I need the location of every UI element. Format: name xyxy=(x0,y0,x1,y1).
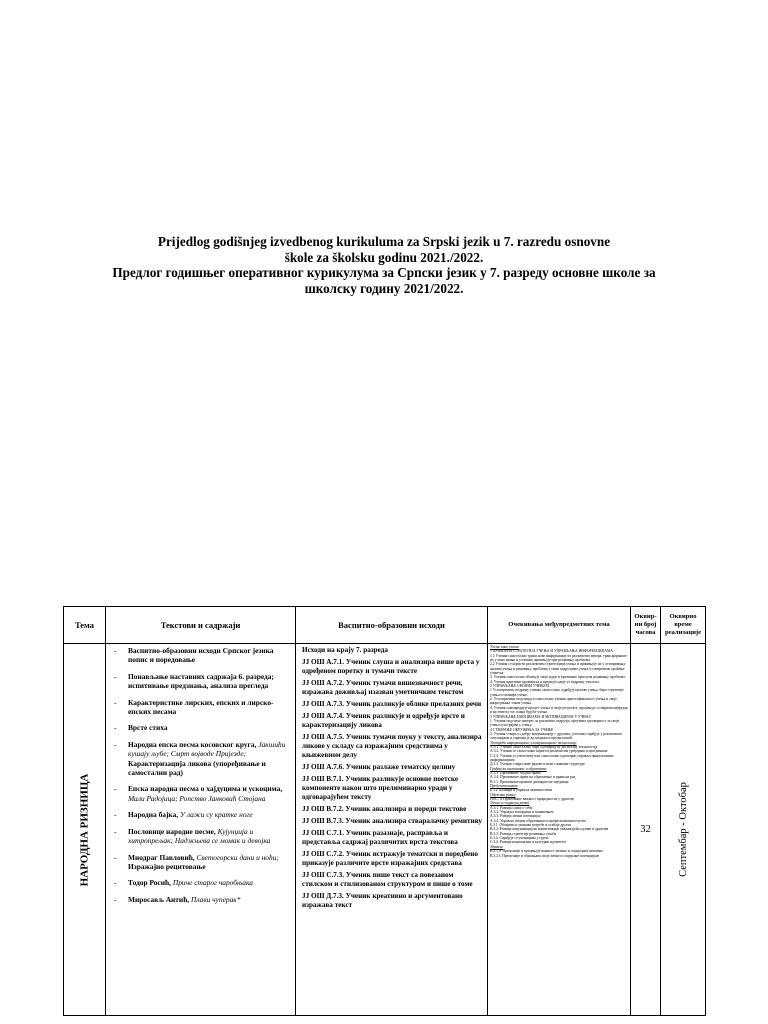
correlation-item: А.3.3. Развија лични потенцијал xyxy=(490,814,541,819)
correlation-item: Б.3.4. Сарађује са ученицима у групи xyxy=(490,836,549,841)
correlation-heading: Употреба информационе и комуникационе технологије xyxy=(490,740,577,745)
text-part-b: Карактеристике лирских, епских и лирско-епских песама xyxy=(128,697,274,717)
correlation-item: 2. Уз повремени подстицај и самостално ученик прати ефикасност учења и своје напредовање током учења. xyxy=(490,697,617,706)
text-part-i: Јакшићи кушају љубе; Смрт војводе Пријезде; xyxy=(128,739,286,759)
correlation-item: С.3.4. Ученик уз учитељеву или самостално одговорно управља прикупљеним информацијама xyxy=(490,753,614,762)
correlation-item: В.3.1. Промовише правила демократске заједнице xyxy=(490,779,569,784)
list-item xyxy=(112,698,292,717)
document-title xyxy=(60,234,708,296)
time-label: Септембар - Октобар xyxy=(677,782,689,877)
outcome-item: ЈЈ ОШ С.7.3. Ученик пише текст са повезаном стилском и стилизованом структуром и пише о томе xyxy=(302,871,473,888)
correlation-item: ПОС. А Промовише важност природности у друштву xyxy=(490,797,575,802)
correlation-item: А.3.4. Управља својим образовним и професионалним путем xyxy=(490,818,586,823)
correlation-heading: Предузетништво xyxy=(490,784,518,788)
title-cyrillic-line1: Предлог годишњег оперативног курикулума за Српски језик у 7. разреду основне школе за xyxy=(112,265,656,280)
list-item xyxy=(112,723,292,732)
list-item xyxy=(112,810,292,819)
list-item xyxy=(112,878,292,887)
header-theme: Тема xyxy=(64,607,106,644)
outcome-item: ЈЈ ОШ А.7.3. Ученик разликује облике прелазних речи xyxy=(302,700,482,708)
outcome-item: ЈЈ ОШ А.7.6. Ученик разлаже тематску целину xyxy=(302,763,456,771)
text-part-b: Миросављ Антић, xyxy=(128,894,190,904)
correlation-item: В.3.3. Развија стратегије решавања сукоба xyxy=(490,831,557,836)
text-part-b2: Карактеризација ликова (упоређивање и самостални рад) xyxy=(128,758,266,778)
correlation-item: А.3.1. Развија слику о себи xyxy=(490,805,533,810)
text-part-i: Мали Радојица; Ропство Јанковић Стојана xyxy=(128,793,266,803)
correlation-heading: Здравље xyxy=(490,844,504,849)
correlation-item: 4. Ученик самовреднује процес учења и своје резултате, процењује остварени напредак и на темељу тог плана будуће учење. xyxy=(490,705,628,715)
text-part-b: Васпитно-образовни исходи Српског језика попис и поредовање xyxy=(128,646,274,665)
hours-cell: 32 xyxy=(631,644,661,1016)
text-part-b: Понављање наставних садржаја 6. разреда; испитивање предзнања, анализа прегледа xyxy=(128,671,274,691)
text-part-b: Миодраг Павловић, xyxy=(128,852,195,862)
time-cell xyxy=(661,644,706,1016)
list-item xyxy=(112,784,292,803)
outcome-item: ЈЈ ОШ В.7.2. Ученик анализира и пореди текстове xyxy=(302,805,467,813)
correlation-item: А.3.1. Ученик самостално бира одговарајућу дигиталну технологију xyxy=(490,744,598,749)
header-time: Оквирно време реализације xyxy=(661,607,706,644)
texts-cell xyxy=(106,644,296,1016)
table-row xyxy=(64,644,706,1016)
correlation-item: 2 УПРАВЉАЊЕ СВОЈИМ УЧЕЊЕМ xyxy=(490,684,549,689)
text-part-i: Приче старог чаробњака xyxy=(172,878,253,888)
list-item xyxy=(112,646,292,665)
correlation-heading: Учење како учити xyxy=(490,645,519,649)
text-part-i: Светогорски дани и ноћи; xyxy=(196,852,279,862)
list-item xyxy=(112,827,292,846)
correlation-item: В.3.2. Развија комуникацијске компетенције уважавајући одлике и друштва xyxy=(490,827,609,832)
correlation-item: 3 УПРАВЉАЊЕ ЕМОЦИЈАМА И МОТИВАЦИЈОМ У УЧЕЊУ xyxy=(490,714,592,719)
title-cyrillic-line2: школску годину 2021/2022. xyxy=(304,280,464,296)
title-latin-line1: Prijedlog godišnjeg izvedbenog kurikuluma za Srpski jezik u 7. razredu osnovne xyxy=(157,234,611,249)
text-part-b: Тодор Росић, xyxy=(128,878,171,888)
correlation-item: 1. Ученик подстиче интерес за различита подручја, преузима одговорност за своје учење и истрајава у учењу. xyxy=(490,718,620,728)
outcome-item: Исходи на крају 7. разреда xyxy=(302,646,389,654)
text-part-b: Епска народна песма о хајдуцима и ускоцима, xyxy=(128,784,283,794)
correlation-heading: Одрживи развој xyxy=(490,792,516,797)
correlation-item: Б.3.1. Обазриво и уважава потребе и осећаје других xyxy=(490,823,572,828)
text-part-i: Кујунџија и хитропрељак; Наджњева се момак и девојка xyxy=(128,826,271,846)
outcome-item: ЈЈ ОШ С.7.1. Ученик разазнаје, расправља и представља садржај различитих врста текстова xyxy=(302,829,458,846)
outcome-item: ЈЈ ОШ А.7.5. Ученик тумачи поуку у тексту, анализира ликове у складу са изражајним средствима у књижевном делу xyxy=(302,733,482,759)
correlation-heading: Лични и социјални развој xyxy=(490,801,530,806)
correlation-item: 1.1 Ученик самостално тражи нове информације из различитих извора, трансформише их у ново знање и успешно примењује при решавању проблема. xyxy=(490,653,627,663)
text-part-b2: Изражајно рецитовање xyxy=(128,861,206,871)
outcomes-cell xyxy=(296,644,488,1016)
curriculum-table xyxy=(63,606,706,1016)
outcome-item: ЈЈ ОШ В.7.1. Ученик разликује основне поетске компоненте након што прелиминарно уради у одговарајућем тексту xyxy=(302,775,459,801)
correlation-item: С.3.4. Развија национални и културни идентитет xyxy=(490,840,567,845)
list-item xyxy=(112,895,292,904)
text-part-b: Народна бајка, xyxy=(128,810,179,820)
list-item xyxy=(112,853,292,872)
list-item xyxy=(112,740,292,778)
list-item xyxy=(112,672,292,691)
table-header-row xyxy=(64,607,706,644)
theme-label: НАРОДНА РИЗНИЦА xyxy=(78,773,91,886)
header-texts: Текстови и садржаји xyxy=(106,607,296,644)
correlation-item: 4. Ученик критички промишља и вреднује идеје уз подршку учитеља. xyxy=(490,679,600,684)
correlation-item: В.3.2.С Препознаје и објашњава своје личне и социјалне потенцијале xyxy=(490,853,600,858)
correlation-item: 2.2 Ученик се користи различитим стратегијама учења и примењује их у остваривању циљева учења и решавању проблема у свим подручјима учења уз повремено праћење учитеља. xyxy=(490,662,626,676)
outcome-item: ЈЈ ОШ А.7.2. Ученик тумачи вишезначност речи, изражава доживљај изазван уметничким текстом xyxy=(302,679,464,696)
correlation-item: А.3.4. Промовише права на образовање и права на рад xyxy=(490,775,576,780)
correlation-cell xyxy=(488,644,631,1016)
texts-list xyxy=(106,644,295,904)
correlation-item: 1 ПРИМЈЕНА СТРАТЕГИЈА УЧЕЊА И УПРАВЉАЊА ИНФОРМАЦИЈАМА xyxy=(490,649,613,654)
correlation-item: 2. Ученик ствара уз добру комуникацију с другима, успешно сарађује у различитим ситуацијама и спреман је да затражи и пружи помоћ. xyxy=(490,731,622,741)
outcome-item: ЈЈ ОШ А.7.1. Ученик слуша и анализира више врста у одређеном поретку и тумачи тексте xyxy=(302,658,480,675)
text-part-b: Врсте стиха xyxy=(128,723,168,733)
correlation-item: 1 Уз повремену подршку ученик самостално одређује циљеве учења, бира стратегије учења и планира учење. xyxy=(490,688,624,697)
correlation-item: В.3.1.А Препознаје и процењује важност личних и социјалних вештина xyxy=(490,849,603,854)
correlation-heading: Грађански васпитање и образовање xyxy=(490,766,547,771)
text-part-i: У лажи су кратке ноге xyxy=(179,810,253,820)
outcome-item: ЈЈ ОШ Д.7.3. Ученик креативно и аргументовано изражава текст xyxy=(302,892,463,909)
outcome-item: ЈЈ ОШ С.7.2. Ученик истражује тематски и поредбено приказује различите врсте изражајних средстава xyxy=(302,850,478,867)
outcomes-list xyxy=(296,644,487,910)
correlation-item: 3. Ученик самостално обликује своје идеје и креативно приступа решавању проблема. xyxy=(490,675,626,680)
correlation-list xyxy=(488,644,630,858)
theme-cell xyxy=(64,644,106,1016)
header-correlation: Очекивања међупредметних тема xyxy=(488,607,631,644)
header-outcomes: Васпитно-образовни исходи xyxy=(296,607,488,644)
correlation-item: А.3.2. Управља емоцијама и понашањем xyxy=(490,810,554,815)
correlation-item: 4 СТВАРАЊЕ ОКРУЖЕЊА ЗА УЧЕЊЕ xyxy=(490,727,554,732)
title-latin-line2: škole za školsku godinu 2021./2022. xyxy=(284,249,484,265)
correlation-item: Б.3.2 Планира и управља активностима xyxy=(490,788,553,793)
correlation-item: Д.3.3. Ученик ствара нове радове и нове сликовне структуре xyxy=(490,762,585,767)
text-part-b: Пословице народне песме, xyxy=(128,826,216,836)
correlation-item: А.3.3. Промовише људска права xyxy=(490,770,541,775)
text-part-i: Плави чуперак* xyxy=(191,894,241,904)
header-hours: Оквир-ни број часова xyxy=(631,607,661,644)
outcome-item: ЈЈ ОШ В.7.3. Ученик анализира стваралачку ремитиву xyxy=(302,817,482,825)
outcome-item: ЈЈ ОШ А.7.4. Ученик разликује и одређује врсте и карактеризацију ликова xyxy=(302,712,465,729)
text-part-b: Народна епска песма косовског круга, xyxy=(128,739,257,749)
correlation-item: А.3.2. Ученик се самостално користи различитим уређајима и програмима xyxy=(490,749,608,754)
